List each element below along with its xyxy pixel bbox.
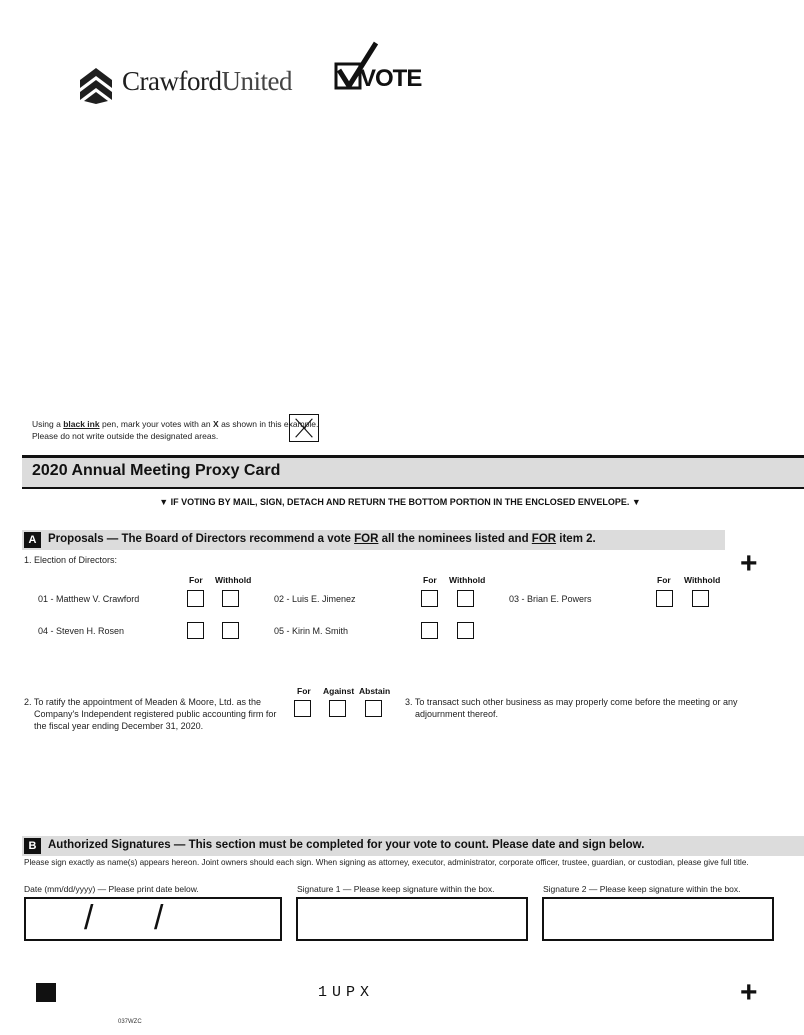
page-title: 2020 Annual Meeting Proxy Card (32, 462, 281, 479)
instr-prefix: Using a (32, 419, 61, 429)
section-a-for2: FOR (531, 533, 557, 545)
section-b-title: Authorized Signatures — This section must be completed for your vote to count. Please date and sign below. (48, 839, 645, 851)
proposal-2-col-abstain: Abstain (359, 686, 391, 696)
nominee-04: 04 - Steven H. Rosen (38, 626, 125, 636)
document-code: 037WZC (118, 1019, 142, 1025)
date-slash-1: / (84, 899, 94, 937)
col-withhold-2: Withhold (449, 575, 486, 585)
instr-suffix: as shown in this example. (221, 419, 319, 429)
section-a-title-prefix: Proposals — The Board of Directors recommend a vote (48, 533, 351, 545)
proposal-2-text: 2. To ratify the appointment of Meaden & Moore, Ltd. as the Company's Independent registered public accounting firm for the fiscal year ending December 31, 2020. (24, 697, 277, 731)
marking-instructions (32, 418, 318, 442)
signature-note: Please sign exactly as name(s) appears hereon. Joint owners should each sign. When signing as attorney, executor, administrator, corporate officer, trustee, guardian, or custodian, please give full title. (24, 858, 749, 867)
section-b-letter: B (24, 838, 41, 854)
nominee-05-withhold-checkbox[interactable] (457, 622, 474, 639)
signature-1-label: Signature 1 — Please keep signature within the box. (297, 884, 495, 894)
instr-x: X (213, 419, 219, 429)
nominee-03-for-checkbox[interactable] (656, 590, 673, 607)
section-a-title-middle: all the nominees listed and (381, 533, 529, 545)
proposal-3-text: 3. To transact such other business as may properly come before the meeting or any adjournment thereof. (405, 697, 738, 719)
instr-middle: pen, mark your votes with an (101, 419, 211, 429)
vote-logo (332, 40, 422, 96)
vote-logo-text: VOTE (360, 65, 422, 92)
crawford-logo-mark (80, 68, 112, 104)
date-label: Date (mm/dd/yyyy) — Please print date below. (24, 884, 199, 894)
footer-plus-icon: + (740, 976, 758, 1009)
instr-bold: black ink (63, 419, 100, 429)
date-input-box[interactable] (24, 897, 282, 941)
company-name-part2: United (221, 66, 292, 96)
nominee-01-withhold-checkbox[interactable] (222, 590, 239, 607)
x-mark-icon (290, 415, 318, 441)
detach-notice: ▼ IF VOTING BY MAIL, SIGN, DETACH AND RETURN THE BOTTOM PORTION IN THE ENCLOSED ENVELOPE. ▼ (159, 497, 641, 507)
nominee-05-for-checkbox[interactable] (421, 622, 438, 639)
nominee-01-for-checkbox[interactable] (187, 590, 204, 607)
section-a-for1: FOR (354, 533, 379, 545)
nominee-02: 02 - Luis E. Jimenez (274, 594, 356, 604)
signature-2-box[interactable] (542, 897, 774, 941)
signature-2-label: Signature 2 — Please keep signature within the box. (543, 884, 741, 894)
registration-square (36, 983, 56, 1002)
nominee-02-withhold-checkbox[interactable] (457, 590, 474, 607)
signature-1-box[interactable] (296, 897, 528, 941)
instr-line2: Please do not write outside the designated areas. (32, 431, 219, 441)
col-for-3: For (657, 575, 671, 585)
sample-mark-box (289, 414, 319, 442)
col-withhold-1: Withhold (215, 575, 252, 585)
company-logo-text (122, 66, 292, 97)
date-slash-2: / (154, 899, 164, 937)
nominee-02-for-checkbox[interactable] (421, 590, 438, 607)
proposal-2-col-for: For (297, 686, 311, 696)
col-withhold-3: Withhold (684, 575, 721, 585)
section-a-letter: A (24, 532, 41, 548)
section-a-title (48, 533, 596, 545)
nominee-04-for-checkbox[interactable] (187, 622, 204, 639)
footer-code: 1UPX (318, 984, 375, 1001)
nominee-03-withhold-checkbox[interactable] (692, 590, 709, 607)
proposal-2-abstain-checkbox[interactable] (365, 700, 382, 717)
proposal-2-for-checkbox[interactable] (294, 700, 311, 717)
nominee-01: 01 - Matthew V. Crawford (38, 594, 140, 604)
col-for-1: For (189, 575, 203, 585)
registration-plus-icon: + (740, 547, 758, 580)
proposal-2-against-checkbox[interactable] (329, 700, 346, 717)
company-name-part1: Crawford (122, 66, 222, 96)
section-a-title-suffix: item 2. (559, 533, 596, 545)
col-for-2: For (423, 575, 437, 585)
nominee-05: 05 - Kirin M. Smith (274, 626, 349, 636)
nominee-03: 03 - Brian E. Powers (509, 594, 592, 604)
proposal-2-col-against: Against (323, 686, 355, 696)
election-label: 1. Election of Directors: (24, 555, 118, 565)
nominee-04-withhold-checkbox[interactable] (222, 622, 239, 639)
